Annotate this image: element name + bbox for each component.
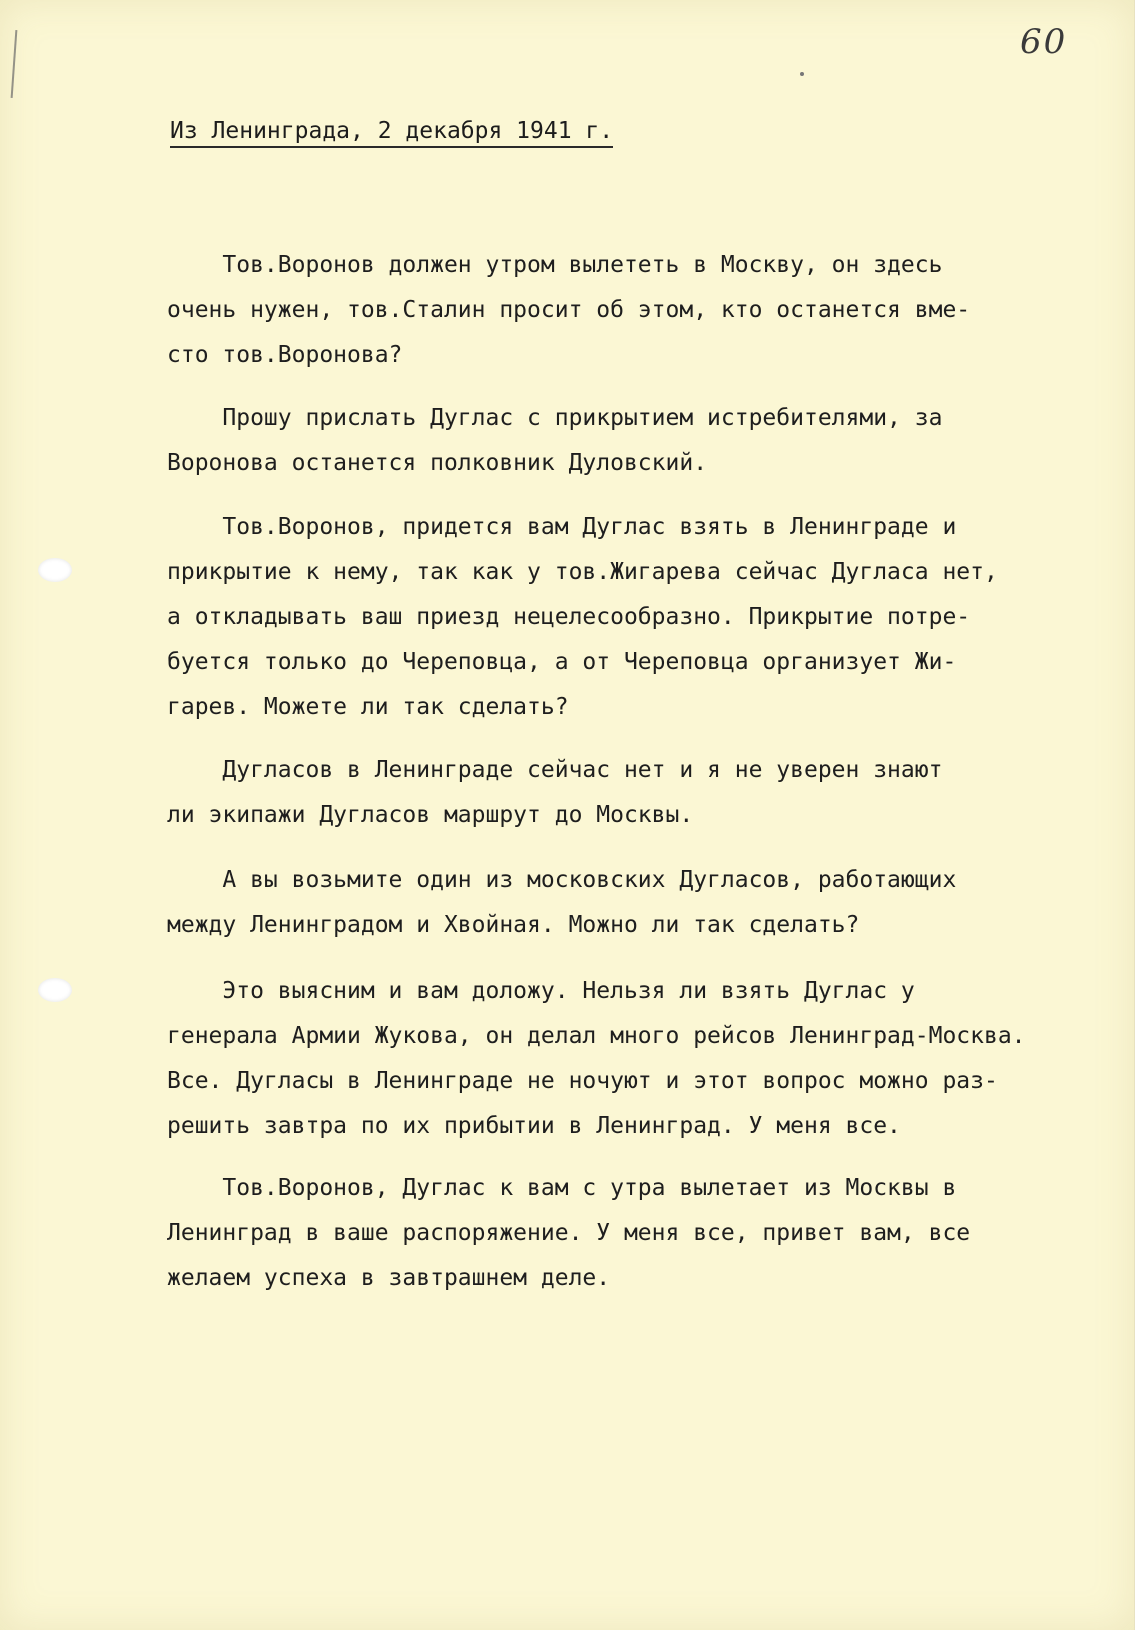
document-heading: Из Ленинграда, 2 декабря 1941 г. xyxy=(170,118,613,148)
text-line: Тов.Воронов должен утром вылететь в Москву, он здесь xyxy=(167,252,943,278)
text-line: гарев. Можете ли так сделать? xyxy=(167,694,569,720)
page-number: 60 xyxy=(1020,22,1068,62)
text-line: сто тов.Воронова? xyxy=(167,342,403,368)
text-line: а откладывать ваш приезд нецелесообразно. Прикрытие потре- xyxy=(167,604,971,630)
text-line: решить завтра по их прибытии в Ленинград. У меня все. xyxy=(167,1113,901,1139)
margin-pencil-mark xyxy=(11,30,18,98)
text-line: Дугласов в Ленинграде сейчас нет и я не уверен знают xyxy=(167,757,943,783)
text-line: Тов.Воронов, Дуглас к вам с утра вылетает из Москвы в xyxy=(167,1175,957,1201)
punch-hole xyxy=(38,978,72,1002)
text-line: А вы возьмите один из московских Дугласов, работающих xyxy=(167,867,957,893)
text-line: желаем успеха в завтрашнем деле. xyxy=(167,1265,611,1291)
paper-speck xyxy=(800,72,804,76)
text-line: генерала Армии Жукова, он делал много рейсов Ленинград-Москва. xyxy=(167,1023,1026,1049)
text-line: Это выясним и вам доложу. Нельзя ли взять Дуглас у xyxy=(167,978,915,1004)
text-line: прикрытие к нему, так как у тов.Жигарева сейчас Дугласа нет, xyxy=(167,559,998,585)
text-line: ли экипажи Дугласов маршрут до Москвы. xyxy=(167,802,694,828)
text-line: между Ленинградом и Хвойная. Можно ли так сделать? xyxy=(167,912,860,938)
text-line: Все. Дугласы в Ленинграде не ночуют и этот вопрос можно раз- xyxy=(167,1068,998,1094)
text-line: Воронова останется полковник Дуловский. xyxy=(167,450,708,476)
punch-hole xyxy=(38,558,72,582)
text-line: очень нужен, тов.Сталин просит об этом, кто останется вме- xyxy=(167,297,971,323)
text-line: Тов.Воронов, придется вам Дуглас взять в Ленинграде и xyxy=(167,514,957,540)
text-line: Прошу прислать Дуглас с прикрытием истребителями, за xyxy=(167,405,943,431)
text-line: Ленинград в ваше распоряжение. У меня все, привет вам, все xyxy=(167,1220,971,1246)
text-line: буется только до Череповца, а от Череповца организует Жи- xyxy=(167,649,957,675)
